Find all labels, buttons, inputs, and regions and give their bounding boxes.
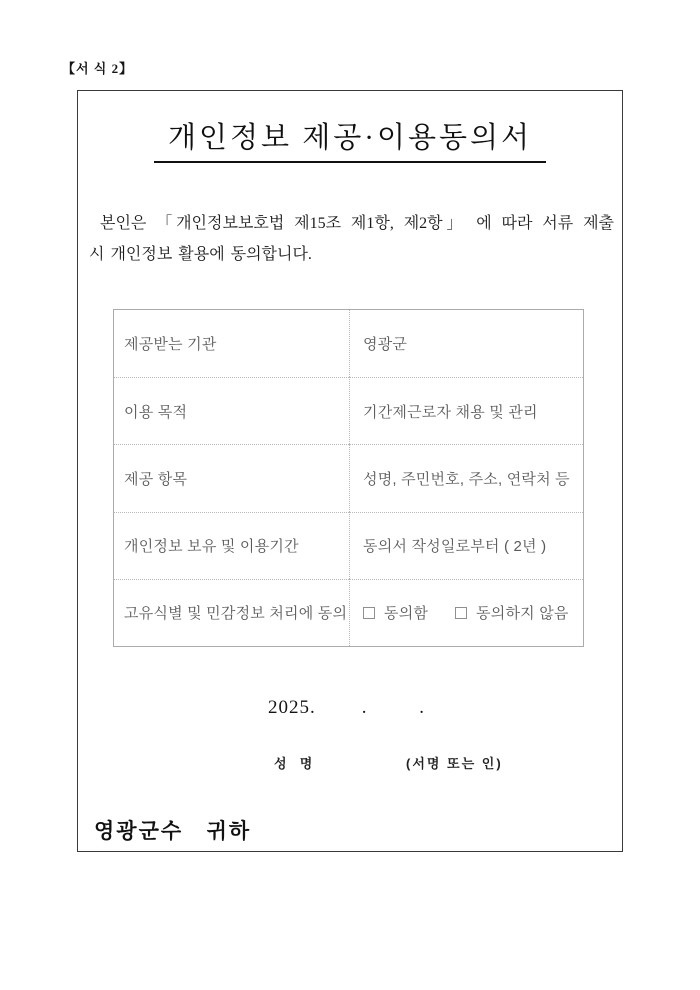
table-label-sensitive-consent: 고유식별 및 민감정보 처리에 동의 <box>114 579 349 646</box>
consent-checkbox-group <box>363 602 569 623</box>
table-label-retention-period: 개인정보 보유 및 이용기간 <box>114 512 349 579</box>
table-value-purpose: 기간제근로자 채용 및 관리 <box>349 377 583 444</box>
recipient-line: 영광군수 귀하 <box>94 820 252 843</box>
page-title: 개인정보 제공·이용동의서 <box>154 115 546 163</box>
form-number-label: 【서 식 2】 <box>62 61 134 76</box>
table-label-receiving-org: 제공받는 기관 <box>124 336 217 354</box>
disagree-checkbox-item[interactable] <box>455 602 569 623</box>
table-label-purpose: 이용 목적 <box>114 377 349 444</box>
table-value-retention-period: 동의서 작성일로부터 ( 2년 ) <box>349 512 583 579</box>
date-line: 2025. . . <box>268 697 425 718</box>
intro-line-1: 본인은 「개인정보보호법 제15조 제1항, 제2항」 에 따라 서류 제출 <box>100 215 614 232</box>
disagree-checkbox-label: 동의하지 않음 <box>476 605 569 623</box>
table-value-items: 성명, 주민번호, 주소, 연락처 등 <box>349 444 583 511</box>
consent-intro-paragraph <box>89 208 614 270</box>
agree-checkbox-item[interactable] <box>363 602 428 623</box>
disagree-checkbox-icon[interactable] <box>455 607 467 619</box>
agree-checkbox-label: 동의함 <box>384 605 429 623</box>
table-value-receiving-org: 영광군 <box>349 310 583 377</box>
table-value-sensitive-consent <box>349 579 583 646</box>
signature-seal-label: (서명 또는 인) <box>406 756 503 771</box>
document-border-box <box>77 90 623 852</box>
agree-checkbox-icon[interactable] <box>363 607 375 619</box>
table-label-items: 제공 항목 <box>114 444 349 511</box>
signature-name-label: 성 명 <box>274 756 315 771</box>
consent-info-table <box>113 309 584 647</box>
title-wrap <box>78 115 622 163</box>
intro-line-2: 시 개인정보 활용에 동의합니다. <box>89 246 312 263</box>
